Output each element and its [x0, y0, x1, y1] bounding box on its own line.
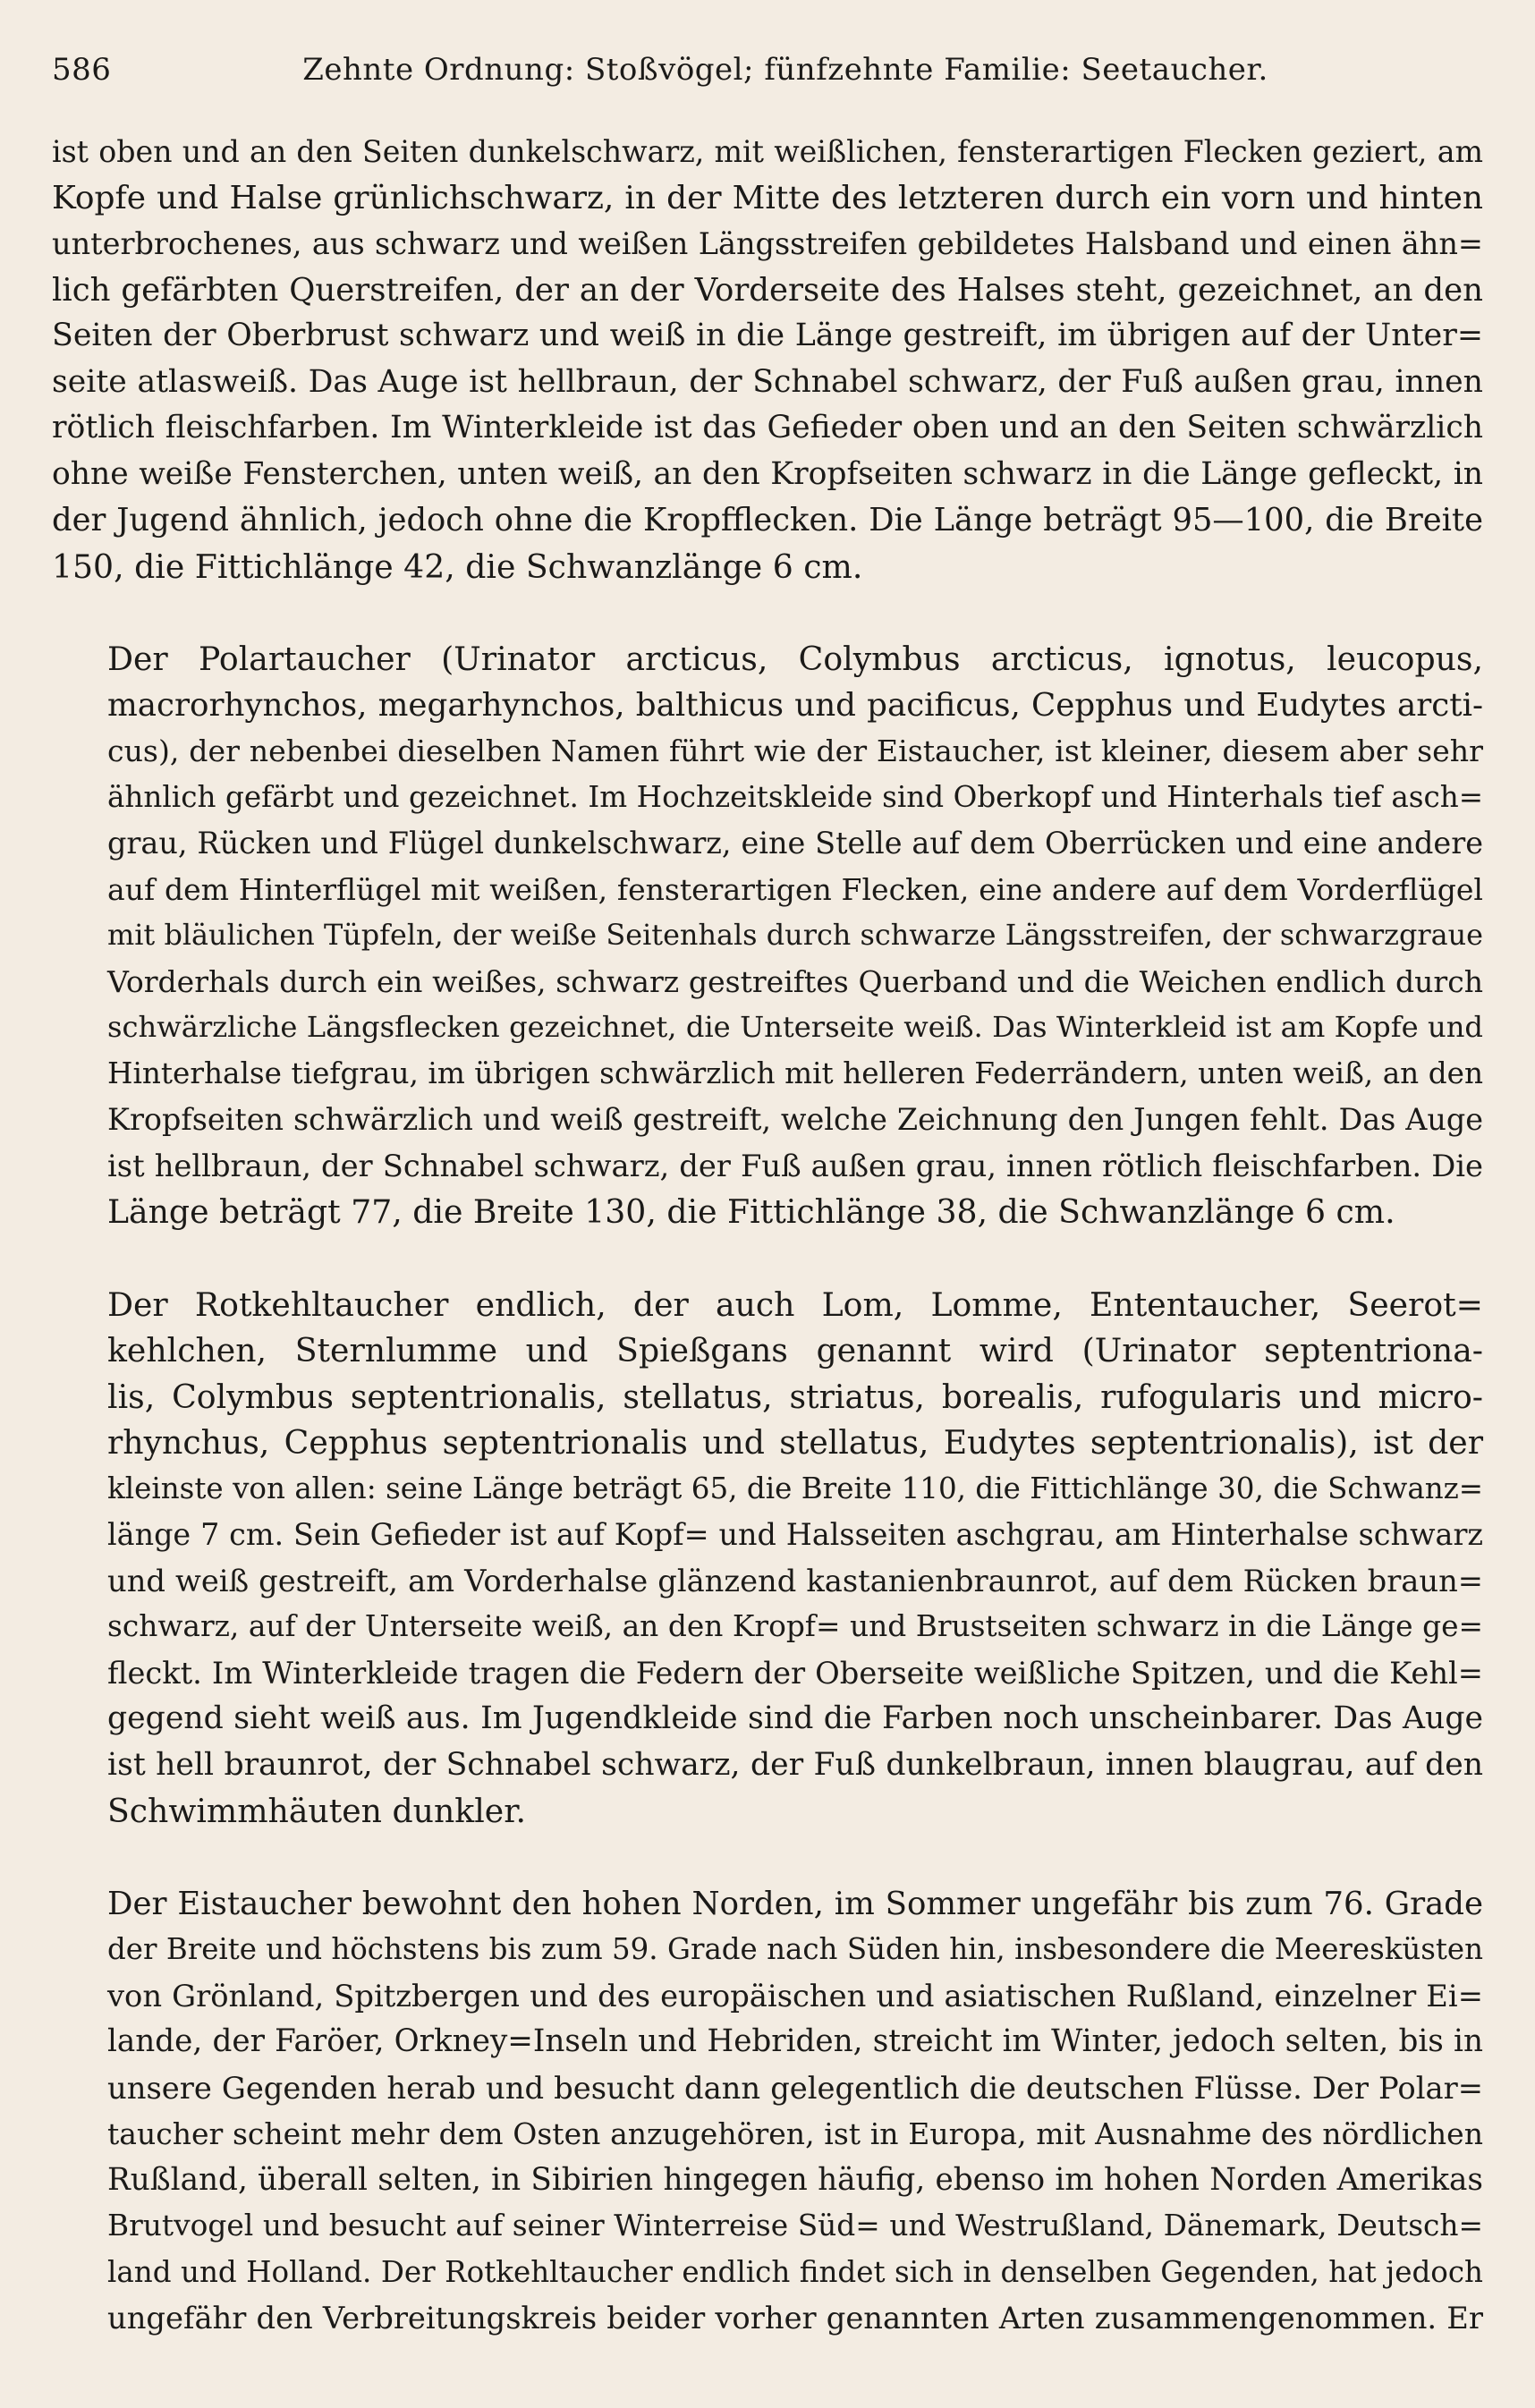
text-line: 150, die Fittichlänge 42, die Schwanzlänge 6 cm. [52, 547, 863, 586]
text-line: Rußland, überall selten, in Sibirien hingegen häufig, ebenso im hohen Norden Amerikas [107, 2161, 1483, 2198]
running-title: Zehnte Ordnung: Stoßvögel; fünfzehnte Familie: Seetaucher. [302, 52, 1268, 88]
text-line: ist hell braunrot, der Schnabel schwarz, der Fuß dunkelbraun, innen blaugrau, auf den [107, 1746, 1483, 1783]
page-body [52, 129, 1483, 2342]
text-line: Kopfe und Halse grünlichschwarz, in der Mitte des letzteren durch ein vorn und hinten [52, 179, 1483, 216]
text-line: Kropfseiten schwärzlich und weiß gestreift, welche Zeichnung den Jungen fehlt. Das Auge [107, 1102, 1483, 1137]
text-line: seite atlasweiß. Das Auge ist hellbraun, der Schnabel schwarz, der Fuß außen grau, innen [52, 363, 1483, 400]
text-line: lich gefärbten Querstreifen, der an der Vorderseite des Halses steht, gezeichnet, an den [52, 271, 1483, 309]
text-line: Vorderhals durch ein weißes, schwarz gestreiftes Querband und die Weichen endlich durch [107, 963, 1483, 999]
text-line: Der Polartaucher (Urinator arcticus, Colymbus arcticus, ignotus, leucopus, [107, 640, 1483, 678]
text-line: kehlchen, Sternlumme und Spießgans genannt wird (Urinator septentriona- [107, 1331, 1483, 1369]
text-line: lande, der Faröer, Orkney=Inseln und Hebriden, streicht im Winter, jedoch selten, bis in [107, 2023, 1483, 2059]
text-line: Der Eistaucher bewohnt den hohen Norden, im Sommer ungefähr bis zum 76. Grade [107, 1885, 1483, 1922]
text-line: ist oben und an den Seiten dunkelschwarz, mit weißlichen, fensterartigen Flecken geziert, am [52, 134, 1483, 169]
text-line: Der Rotkehltaucher endlich, der auch Lom, Lomme, Ententaucher, Seerot= [107, 1285, 1483, 1324]
text-line: rhynchus, Cepphus septentrionalis und stellatus, Eudytes septentrionalis), ist der [107, 1423, 1483, 1462]
text-line: cus), der nebenbei dieselben Namen führt wie der Eistaucher, ist kleiner, diesem aber sehr [107, 733, 1483, 768]
text-line: Brutvogel und besucht auf seiner Winterreise Süd= und Westrußland, Dänemark, Deutsch= [107, 2209, 1483, 2243]
text-line: schwarz, auf der Unterseite weiß, an den Kropf= und Brustseiten schwarz in die Länge ge= [107, 1609, 1483, 1643]
text-line: von Grönland, Spitzbergen und des europäischen und asiatischen Rußland, einzelner Ei= [107, 1978, 1483, 2014]
text-line: auf dem Hinterflügel mit weißen, fensterartigen Flecken, eine andere auf dem Vorderflügel [107, 871, 1483, 907]
text-line: Hinterhalse tiefgrau, im übrigen schwärzlich mit helleren Federrändern, unten weiß, an den [107, 1056, 1483, 1090]
page-number: 586 [52, 52, 112, 88]
text-line: gegend sieht weiß aus. Im Jugendkleide sind die Farben noch unscheinbarer. Das Auge [107, 1700, 1483, 1736]
text-line: ohne weiße Fensterchen, unten weiß, an den Kropfseiten schwarz in die Länge gefleckt, in [52, 455, 1483, 492]
text-line: der Breite und höchstens bis zum 59. Grade nach Süden hin, insbesondere die Meeresküsten [107, 1932, 1483, 1966]
text-line: macrorhynchos, megarhynchos, balthicus und pacificus, Cepphus und Eudytes arcti- [107, 686, 1483, 724]
text-line: ist hellbraun, der Schnabel schwarz, der Fuß außen grau, innen rötlich fleischfarben. Die [107, 1148, 1483, 1183]
text-line: Schwimmhäuten dunkler. [107, 1792, 527, 1830]
text-line: lis, Colymbus septentrionalis, stellatus, striatus, borealis, rufogularis und micro- [107, 1377, 1483, 1416]
text-line: land und Holland. Der Rotkehltaucher endlich findet sich in denselben Gegenden, hat jedoch [107, 2254, 1483, 2289]
text-line: unsere Gegenden herab und besucht dann gelegentlich die deutschen Flüsse. Der Polar= [107, 2070, 1483, 2106]
text-line: kleinste von allen: seine Länge beträgt 65, die Breite 110, die Fittichlänge 30, die Schwanz= [107, 1471, 1483, 1505]
text-line: rötlich fleischfarben. Im Winterkleide ist das Gefieder oben und an den Seiten schwärzlich [52, 410, 1483, 445]
text-line: schwärzliche Längsflecken gezeichnet, die Unterseite weiß. Das Winterkleid ist am Kopfe und [107, 1010, 1483, 1044]
paragraph-polartaucher [52, 636, 1483, 1235]
text-line: der Jugend ähnlich, jedoch ohne die Kropfflecken. Die Länge beträgt 95—100, die Breite [52, 502, 1483, 538]
text-line: fleckt. Im Winterkleide tragen die Federn der Oberseite weißliche Spitzen, und die Kehl= [107, 1655, 1483, 1691]
text-line: grau, Rücken und Flügel dunkelschwarz, eine Stelle auf dem Oberrücken und eine andere [107, 826, 1483, 861]
text-line: mit bläulichen Tüpfeln, der weiße Seitenhals durch schwarze Längsstreifen, der schwarzgraue [107, 918, 1483, 952]
text-line: Länge beträgt 77, die Breite 130, die Fittichlänge 38, die Schwanzlänge 6 cm. [107, 1192, 1395, 1231]
paragraph-eistaucher-plumage [52, 129, 1483, 589]
paragraph-rotkehltaucher [52, 1282, 1483, 1835]
paragraph-distribution [52, 1881, 1483, 2342]
text-line: und weiß gestreift, am Vorderhalse glänzend kastanienbraunrot, auf dem Rücken braun= [107, 1563, 1483, 1598]
text-line: ungefähr den Verbreitungskreis beider vorher genannten Arten zusammengenommen. Er [107, 2301, 1483, 2336]
text-line: taucher scheint mehr dem Osten anzugehören, ist in Europa, mit Ausnahme des nördlichen [107, 2116, 1483, 2151]
text-line: unterbrochenes, aus schwarz und weißen Längsstreifen gebildetes Halsband und einen ähn= [52, 226, 1483, 261]
running-header [52, 52, 1483, 106]
text-line: ähnlich gefärbt und gezeichnet. Im Hochzeitskleide sind Oberkopf und Hinterhals tief asch= [107, 779, 1483, 814]
text-line: Seiten der Oberbrust schwarz und weiß in die Länge gestreift, im übrigen auf der Unter= [52, 318, 1483, 353]
text-line: länge 7 cm. Sein Gefieder ist auf Kopf= und Halsseiten aschgrau, am Hinterhalse schwarz [107, 1517, 1483, 1552]
